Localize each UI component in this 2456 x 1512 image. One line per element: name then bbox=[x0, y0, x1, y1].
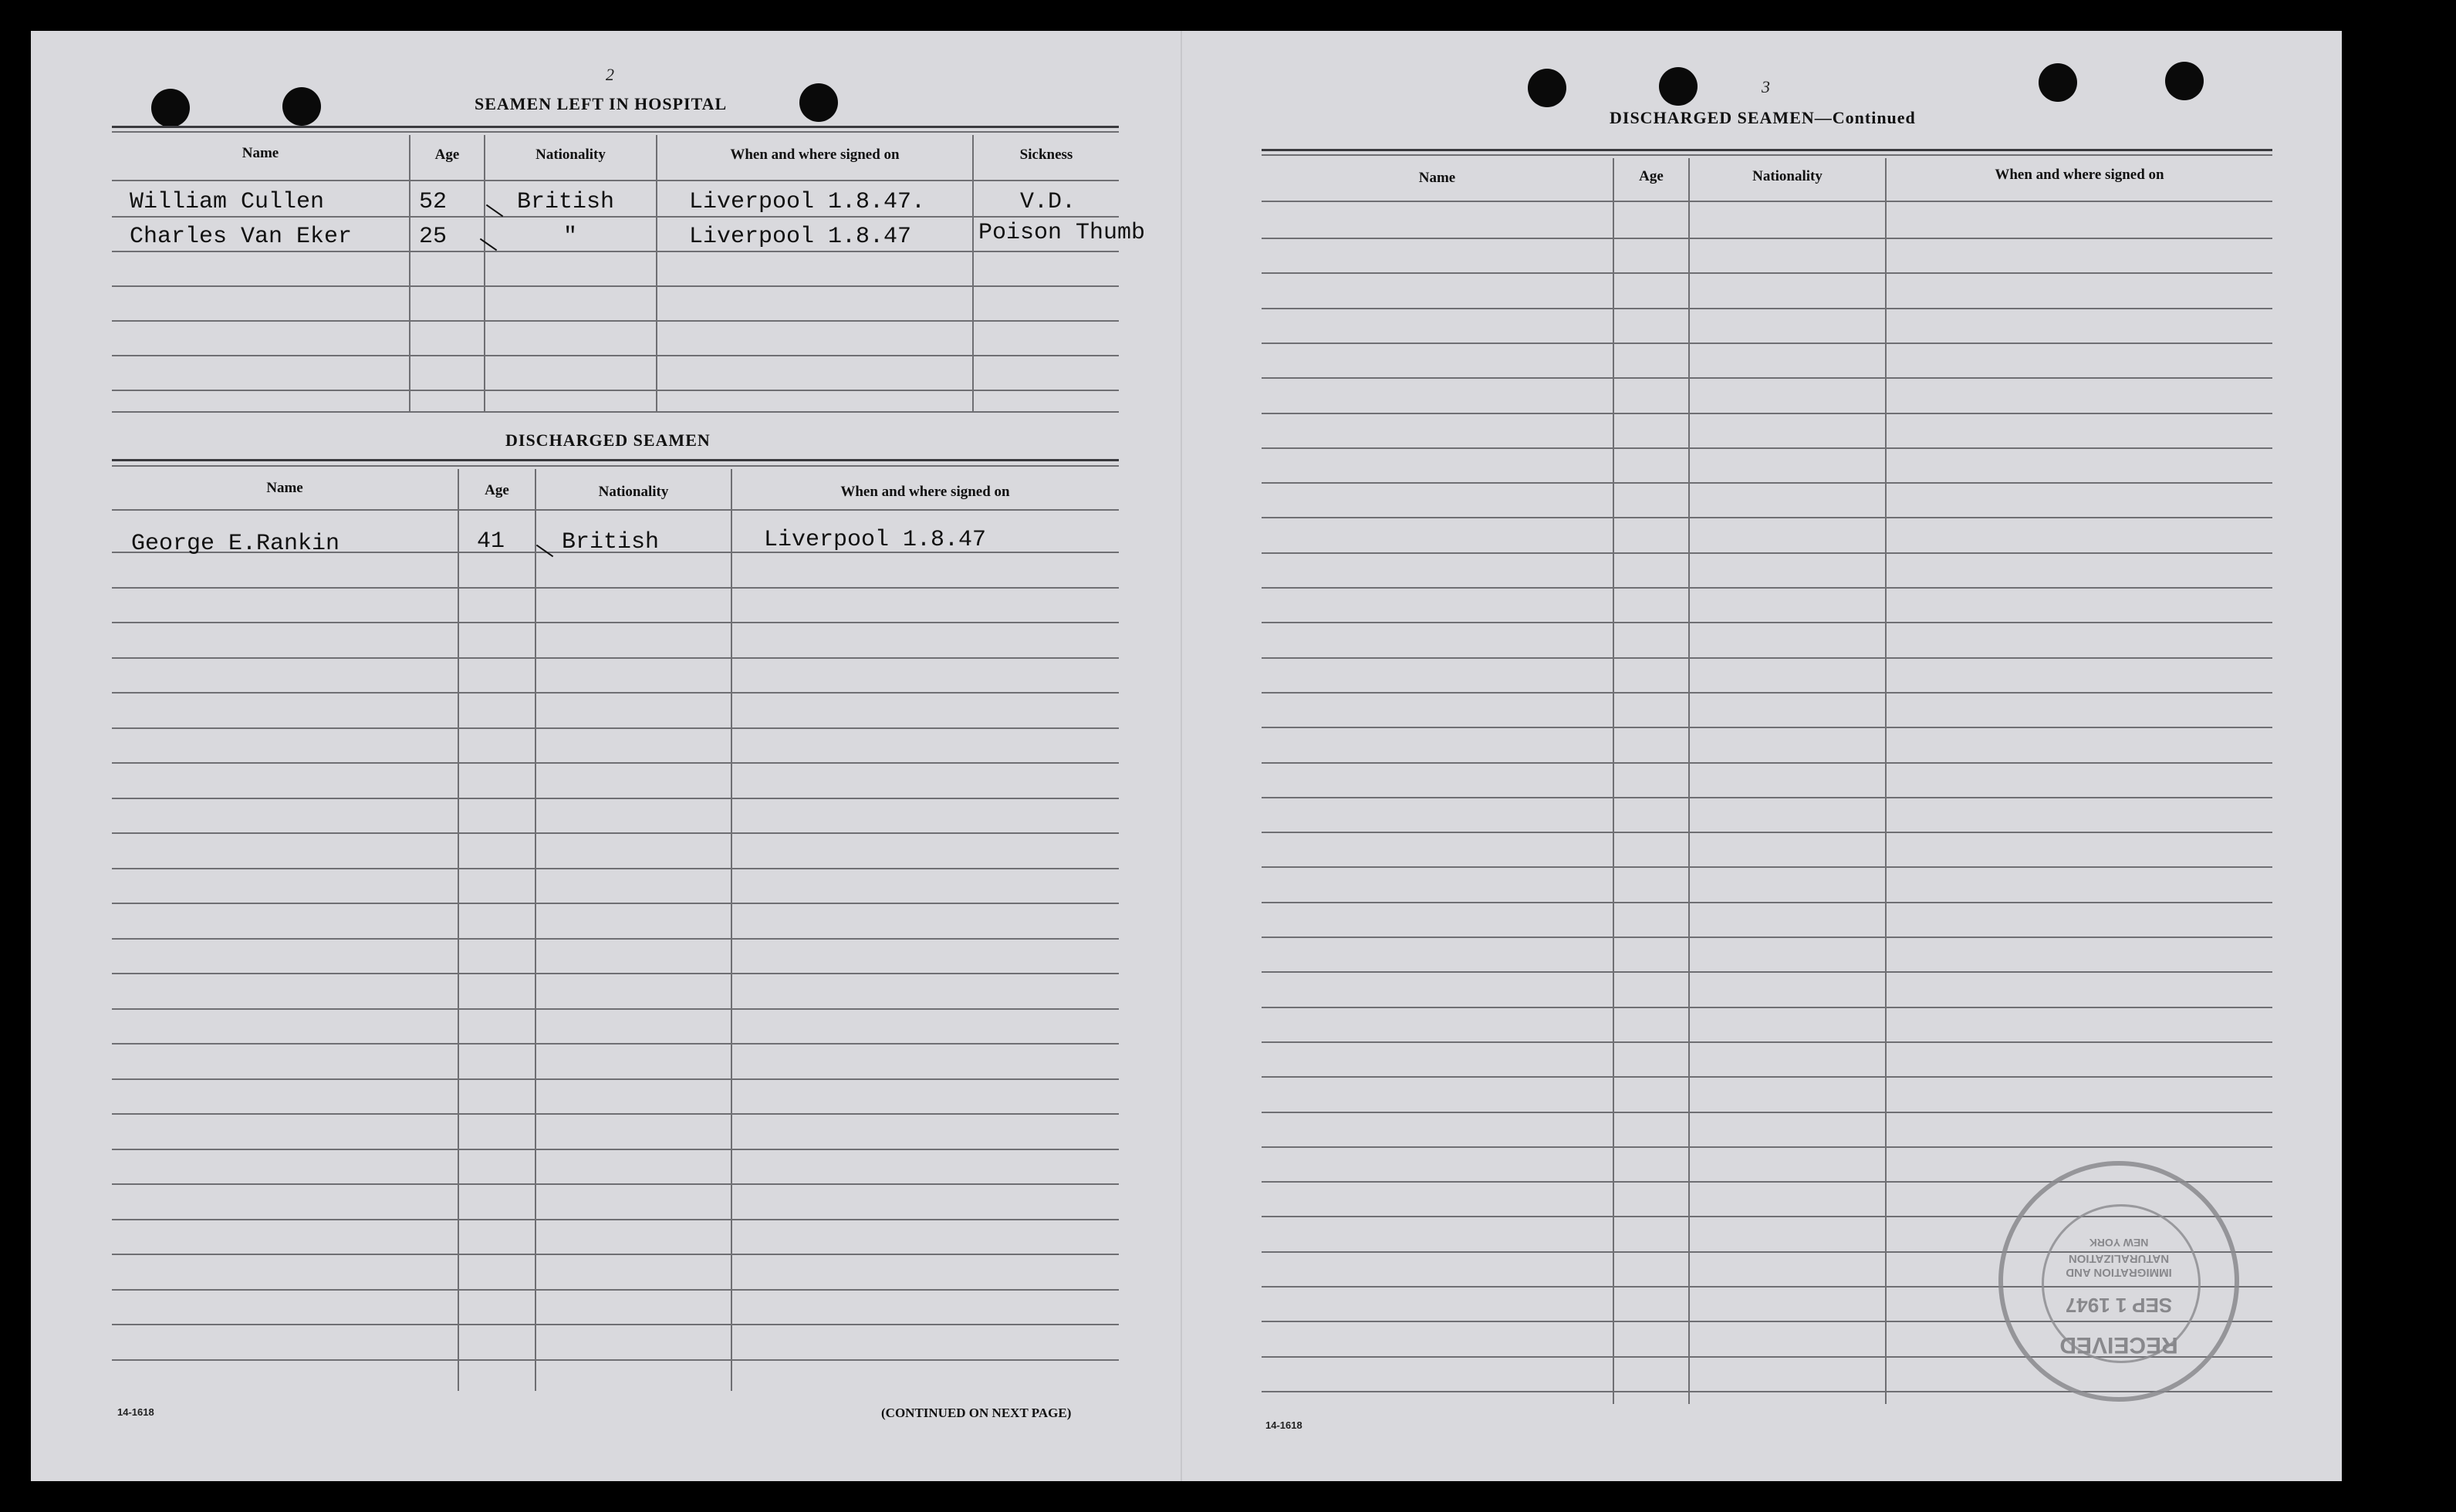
ruled-line bbox=[112, 868, 1119, 869]
ruled-line bbox=[112, 1324, 1119, 1325]
col-nationality: Nationality bbox=[598, 484, 669, 500]
ruled-line bbox=[112, 1113, 1119, 1115]
ruled-line bbox=[112, 692, 1119, 694]
hospital-row-1-nationality: British bbox=[517, 189, 615, 215]
ruled-line bbox=[1262, 552, 2272, 554]
ruled-line bbox=[112, 1008, 1119, 1010]
page-fold bbox=[1181, 31, 1182, 1481]
punch-hole bbox=[799, 83, 838, 122]
hospital-row-1-age: 52 bbox=[419, 189, 448, 215]
form-number-right: 14-1618 bbox=[1265, 1419, 1302, 1431]
col-age: Age bbox=[434, 147, 460, 163]
punch-hole bbox=[282, 87, 321, 126]
ruled-line bbox=[112, 798, 1119, 799]
hospital-row-2-sickness: Poison Thumb bbox=[978, 220, 1146, 246]
col-sickness: Sickness bbox=[1019, 147, 1073, 163]
ruled-line bbox=[112, 903, 1119, 904]
stamp-line-3: IMMIGRATION AND bbox=[2066, 1266, 2172, 1279]
ruled-line bbox=[1262, 447, 2272, 449]
page-number-right: 3 bbox=[1762, 77, 1770, 96]
hospital-row-2-name: Charles Van Eker bbox=[130, 224, 353, 250]
discharged-continued-title: DISCHARGED SEAMEN—Continued bbox=[1610, 108, 1916, 127]
discharged-row-1-signed-on: Liverpool 1.8.47 bbox=[764, 527, 987, 553]
received-stamp bbox=[1998, 1161, 2239, 1402]
ruled-line bbox=[1262, 1112, 2272, 1113]
col-name: Name bbox=[242, 145, 279, 161]
page-number-left: 2 bbox=[606, 65, 614, 84]
punch-hole bbox=[151, 89, 190, 127]
ruled-line bbox=[1262, 727, 2272, 728]
col-name: Name bbox=[1418, 170, 1456, 186]
ruled-line bbox=[1262, 762, 2272, 764]
ruled-line bbox=[1262, 692, 2272, 694]
hospital-row-1-signed-on: Liverpool 1.8.47. bbox=[689, 189, 926, 215]
col-age: Age bbox=[1639, 168, 1664, 184]
ruled-line bbox=[1262, 587, 2272, 589]
punch-hole bbox=[1528, 69, 1566, 107]
ruled-line bbox=[112, 938, 1119, 940]
stamp-line-4: NATURALIZATION bbox=[2068, 1252, 2170, 1265]
ruled-line bbox=[112, 1219, 1119, 1220]
ruled-line bbox=[112, 1359, 1119, 1361]
col-signed-on: When and where signed on bbox=[840, 484, 1010, 500]
stamp-line-1: RECEIVED bbox=[2059, 1332, 2178, 1358]
punch-hole bbox=[2165, 62, 2204, 100]
ruled-line bbox=[1262, 657, 2272, 659]
hospital-row-2-nationality: " bbox=[563, 224, 578, 250]
ruled-line bbox=[1262, 622, 2272, 623]
discharged-row-1-nationality: British bbox=[562, 529, 660, 555]
continued-note: (CONTINUED ON NEXT PAGE) bbox=[881, 1406, 1072, 1420]
hospital-row-1-name: William Cullen bbox=[130, 189, 325, 215]
hospital-row-1-sickness: V.D. bbox=[1020, 189, 1076, 215]
ruled-line bbox=[1262, 797, 2272, 798]
col-signed-on: When and where signed on bbox=[730, 147, 900, 163]
ruled-line bbox=[1262, 937, 2272, 938]
ruled-line bbox=[1262, 413, 2272, 414]
ruled-line bbox=[1262, 308, 2272, 309]
col-nationality: Nationality bbox=[535, 147, 606, 163]
col-nationality: Nationality bbox=[1752, 168, 1823, 184]
hospital-row-2-signed-on: Liverpool 1.8.47 bbox=[689, 224, 912, 250]
ruled-line bbox=[1262, 377, 2272, 379]
ruled-line bbox=[112, 1043, 1119, 1045]
punch-hole bbox=[1659, 67, 1698, 106]
ruled-line bbox=[1262, 832, 2272, 833]
ruled-line bbox=[112, 832, 1119, 834]
stamp-line-2: SEP 1 1947 bbox=[2065, 1294, 2173, 1317]
ruled-line bbox=[112, 727, 1119, 729]
discharged-row-1-name: George E.Rankin bbox=[131, 531, 340, 557]
stamp-line-5: NEW YORK bbox=[2089, 1237, 2149, 1249]
ruled-line bbox=[112, 1254, 1119, 1255]
col-name: Name bbox=[266, 480, 303, 496]
ruled-line bbox=[1262, 517, 2272, 518]
document-sheet bbox=[31, 31, 2342, 1481]
ruled-line bbox=[1262, 272, 2272, 274]
ruled-line bbox=[1262, 971, 2272, 973]
form-number-left: 14-1618 bbox=[117, 1406, 154, 1418]
ruled-line bbox=[1262, 1007, 2272, 1008]
ruled-line bbox=[112, 587, 1119, 589]
punch-hole bbox=[2039, 63, 2077, 102]
discharged-row-1-age: 41 bbox=[477, 528, 505, 555]
ruled-line bbox=[112, 762, 1119, 764]
ruled-line bbox=[1262, 343, 2272, 344]
ruled-line bbox=[1262, 1041, 2272, 1043]
ruled-line bbox=[1262, 1076, 2272, 1078]
col-signed-on: When and where signed on bbox=[1995, 167, 2164, 183]
ruled-line bbox=[112, 1183, 1119, 1185]
ruled-line bbox=[112, 1149, 1119, 1150]
ruled-line bbox=[112, 622, 1119, 623]
ruled-line bbox=[1262, 482, 2272, 484]
ruled-line bbox=[112, 1289, 1119, 1291]
hospital-section-title: SEAMEN LEFT IN HOSPITAL bbox=[475, 94, 728, 113]
ruled-line bbox=[1262, 238, 2272, 239]
ruled-line bbox=[1262, 866, 2272, 868]
discharged-section-title: DISCHARGED SEAMEN bbox=[505, 430, 711, 450]
ruled-line bbox=[112, 1078, 1119, 1080]
hospital-row-2-age: 25 bbox=[419, 224, 448, 250]
ruled-line bbox=[112, 973, 1119, 974]
ruled-line bbox=[112, 657, 1119, 659]
ruled-line bbox=[1262, 1146, 2272, 1148]
col-age: Age bbox=[485, 482, 509, 498]
ruled-line bbox=[1262, 902, 2272, 903]
